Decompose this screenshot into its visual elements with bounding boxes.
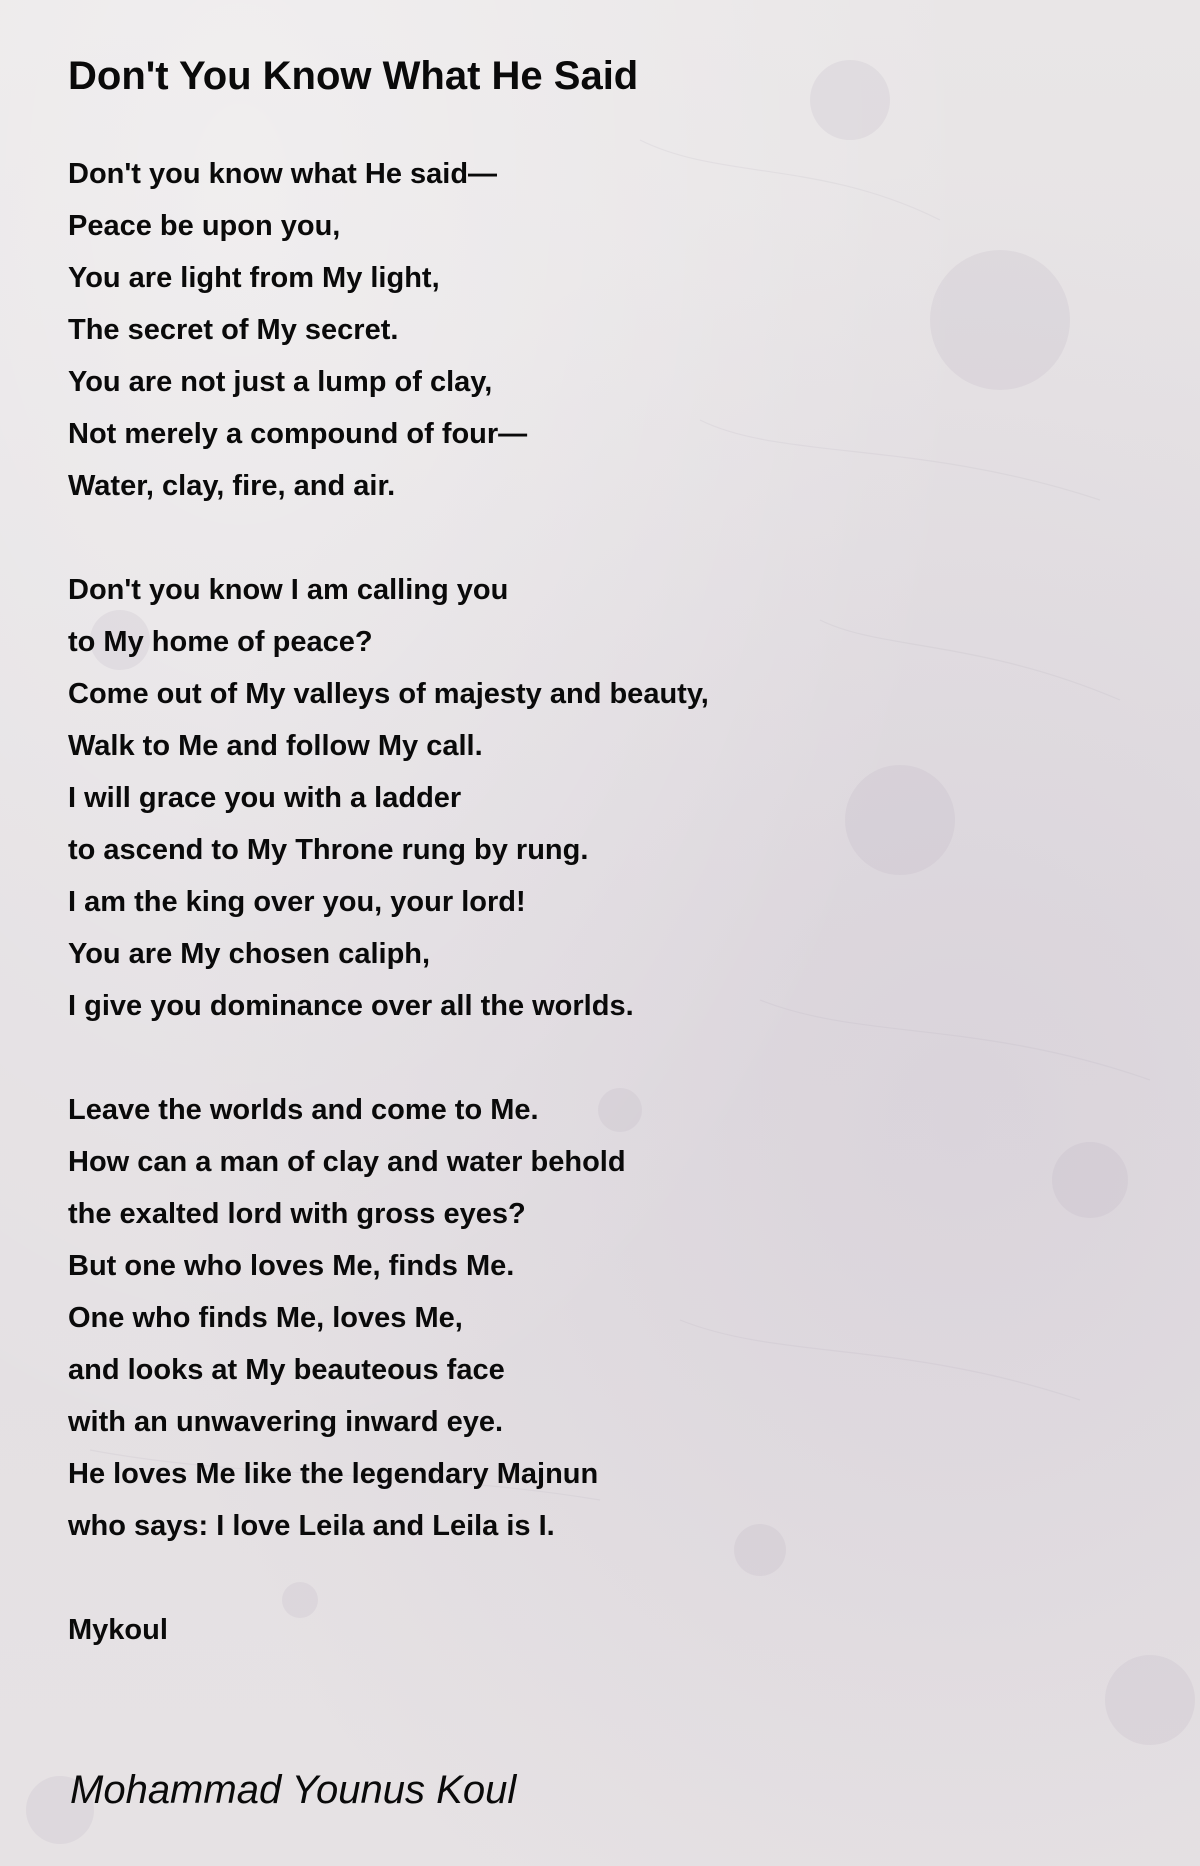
stanza-2 [68,564,1148,1032]
poem-line: Peace be upon you, [68,210,341,242]
poem-line: Leave the worlds and come to Me. [68,1094,539,1126]
poem-line: who says: I love Leila and Leila is I. [68,1510,555,1542]
poem-line: One who finds Me, loves Me, [68,1302,463,1334]
poem-line: You are My chosen caliph, [68,938,431,970]
poem-line: How can a man of clay and water behold [68,1146,626,1178]
author-name: Mohammad Younus Koul [70,1768,517,1812]
poem-line: You are not just a lump of clay, [68,366,493,398]
poem-title: Don't You Know What He Said [68,54,639,98]
poem-signature: Mykoul [68,1614,168,1646]
poem-line: The secret of My secret. [68,314,399,346]
poem-line: But one who loves Me, finds Me. [68,1250,515,1282]
poem-line: Come out of My valleys of majesty and beauty, [68,678,709,710]
poem-line: I give you dominance over all the worlds. [68,990,634,1022]
stanza-3 [68,1084,1148,1552]
poem-line: to My home of peace? [68,626,373,658]
poem-line: Water, clay, fire, and air. [68,470,396,502]
poem-line: the exalted lord with gross eyes? [68,1198,526,1230]
stanza-1 [68,148,1148,512]
poem-line: and looks at My beauteous face [68,1354,505,1386]
poem-body [68,148,1148,1656]
poem-line: Don't you know what He said— [68,158,498,190]
poem-line: Walk to Me and follow My call. [68,730,483,762]
poem-line: I am the king over you, your lord! [68,886,526,918]
poem-line: You are light from My light, [68,262,440,294]
poem-line: with an unwavering inward eye. [68,1406,504,1438]
poem-line: He loves Me like the legendary Majnun [68,1458,599,1490]
poem-line: I will grace you with a ladder [68,782,462,814]
poem-line: to ascend to My Throne rung by rung. [68,834,589,866]
poem-line: Don't you know I am calling you [68,574,509,606]
poem-line: Not merely a compound of four— [68,418,528,450]
